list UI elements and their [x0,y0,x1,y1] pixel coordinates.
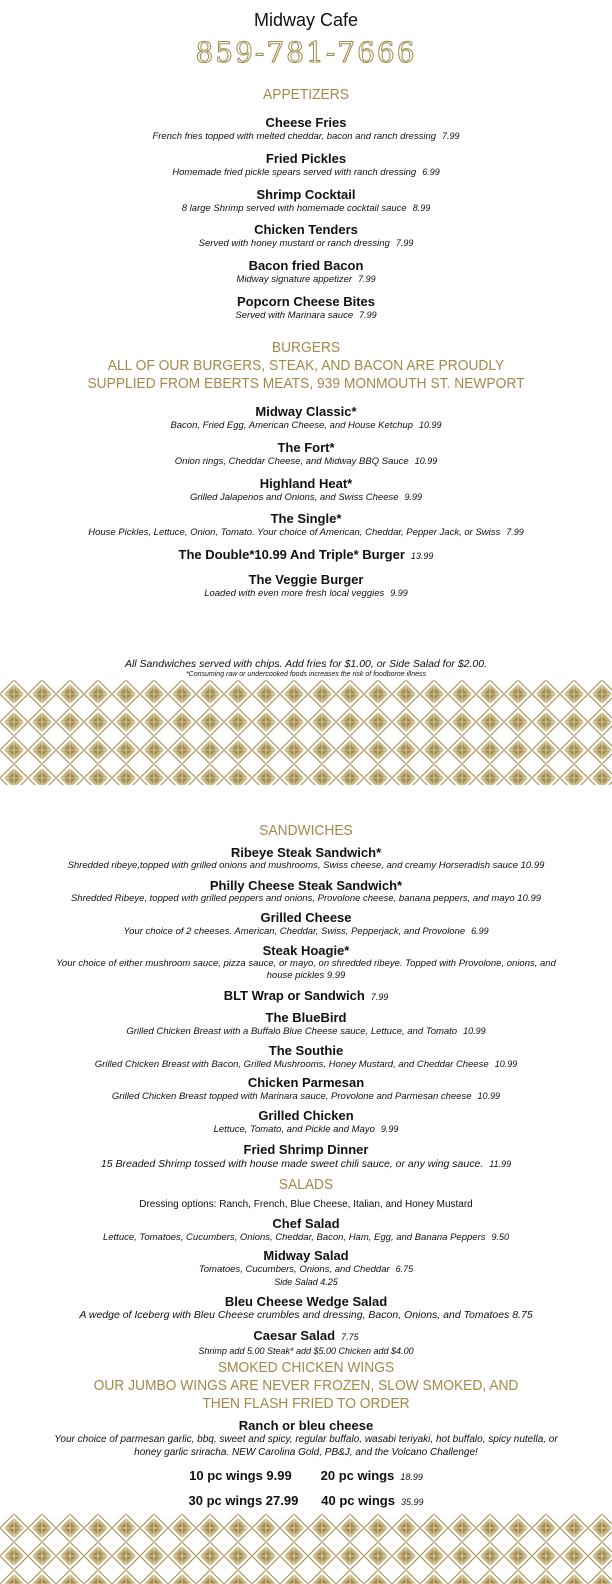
item-price: 7.75 [341,1332,359,1342]
wing-size: 30 pc wings 27.99 [188,1493,299,1508]
item-desc: Grilled Chicken Breast topped with Marinara sauce, Provolone and Parmesan cheese [111,1091,472,1102]
restaurant-name: Midway Cafe [253,10,359,30]
wings-row [0,1492,612,1510]
menu-item [0,572,612,600]
wing-price: 18.99 [400,1472,423,1482]
wings-heading: SMOKED CHICKEN WINGS [217,1359,395,1376]
item-name: Shrimp Cocktail [256,187,356,202]
item-price: 7.99 [359,310,377,320]
menu-item [0,1294,612,1322]
item-name: Chef Salad [272,1216,340,1231]
item-price: 10.99 [494,1059,518,1069]
item-name: Popcorn Cheese Bites [237,294,375,309]
item-desc: Shredded Ribeye, topped with grilled peppers and onions, Provolone cheese, banana peppers, and mayo 10.99 [70,893,542,904]
menu-item [0,988,612,1005]
item-price: 9.99 [404,492,423,502]
item-desc: Served with Marinara sauce [235,310,354,321]
item-price: 10.99 [414,456,438,466]
menu-item [0,294,612,322]
item-desc: Your choice of either mushroom sauce, pizza sauce, or mayo, on shredded ribeye. Topped with Provolone, onions, and house pickles 9.99 [56,958,556,981]
item-name: The Double*10.99 And Triple* Burger [178,547,405,562]
menu-item [0,1108,612,1136]
salads-heading: SALADS [278,1176,334,1193]
item-price: 9.99 [390,588,408,598]
item-name: BLT Wrap or Sandwich [223,988,365,1003]
item-desc: Grilled Jalapenos and Onions, and Swiss Cheese [189,492,399,503]
item-desc: Shredded ribeye,topped with grilled onions and mushrooms, Swiss cheese, and creamy Horseradish sauce 10.99 [67,860,545,871]
burgers-heading: BURGERS [271,339,341,356]
item-desc: Homemade fried pickle spears served with ranch dressing [172,167,417,178]
menu-item [0,910,612,938]
item-desc: French fries topped with melted cheddar, bacon and ranch dressing [152,131,437,142]
phone-number[interactable]: 859-781-7666 [195,36,417,69]
item-name: The Southie [268,1043,344,1058]
burgers-subheading: ALL OF OUR BURGERS, STEAK, AND BACON ARE PROUDLY SUPPLIED FROM EBERTS MEATS, 939 MONMOUTH ST. NEWPORT [87,357,525,392]
menu-item [0,845,612,872]
wing-size: 10 pc wings 9.99 [189,1468,292,1483]
item-name: Ranch or bleu cheese [238,1418,374,1433]
item-price: 7.99 [506,527,524,537]
item-desc: Bacon, Fried Egg, American Cheese, and House Ketchup [170,420,414,431]
menu-item [0,1142,612,1171]
item-desc: Onion rings, Cheddar Cheese, and Midway BBQ Sauce [174,456,409,467]
item-name: Grilled Cheese [260,910,352,925]
menu-item [0,1418,612,1459]
menu-item [0,1010,612,1038]
item-name: Midway Salad [263,1248,349,1263]
item-price: 10.99 [419,420,442,430]
item-desc: Lettuce, Tomato, and Pickle and Mayo [213,1124,375,1135]
item-price: 9.50 [491,1232,510,1242]
menu-item [0,258,612,286]
item-desc: Tomatoes, Cucumbers, Onions, and Cheddar [198,1264,390,1275]
item-desc: Grilled Chicken Breast with Bacon, Grilled Mushrooms, Honey Mustard, and Cheddar Cheese [94,1059,489,1070]
menu-item [0,187,612,215]
item-name: Midway Classic* [255,404,357,419]
item-price: 13.99 [410,551,434,561]
menu-item [0,1216,612,1244]
menu-item [0,1248,612,1288]
item-desc: Lettuce, Tomatoes, Cucumbers, Onions, Cheddar, Bacon, Ham, Egg, and Banana Peppers [102,1232,486,1243]
item-price: 6.75 [395,1264,414,1274]
item-name: The Single* [270,511,342,526]
item-price: 6.99 [471,926,489,936]
sides-note: All Sandwiches served with chips. Add fries for $1.00, or Side Salad for $2.00. [124,658,488,670]
item-desc: Loaded with even more fresh local veggies [204,588,385,599]
dressing-options: Dressing options: Ranch, French, Blue Cheese, Italian, and Honey Mustard [139,1199,473,1210]
item-price: 6.99 [422,167,440,177]
wings-subheading: OUR JUMBO WINGS ARE NEVER FROZEN, SLOW SMOKED, AND THEN FLASH FRIED TO ORDER [93,1377,519,1412]
item-price: 11.99 [489,1159,512,1169]
sandwiches-heading: SANDWICHES [259,822,353,839]
menu-item [0,511,612,539]
menu-item [0,404,612,432]
menu-item [0,878,612,905]
item-extra: Side Salad 4.25 [274,1277,338,1287]
menu-item [0,115,612,143]
item-desc: House Pickles, Lettuce, Onion, Tomato. Your choice of American, Cheddar, Pepper Jack, or Swiss [88,527,501,538]
item-desc: Your choice of 2 cheeses. American, Cheddar, Swiss, Pepperjack, and Provolone [123,926,466,937]
disclaimer: *Consuming raw or undercooked foods increases the risk of foodborne illness [185,671,427,678]
item-price: 8.99 [412,203,431,213]
menu-item [0,222,612,250]
item-price: 7.99 [395,238,414,248]
wing-size: 40 pc wings [321,1493,395,1508]
appetizers-heading: APPETIZERS [263,86,349,103]
item-desc: Midway signature appetizer [236,274,353,285]
wing-price: 35.99 [400,1497,424,1507]
item-desc: 15 Breaded Shrimp tossed with house made sweet chili sauce, or any wing sauce. [100,1158,484,1170]
item-desc: A wedge of Iceberg with Bleu Cheese crumbles and dressing, Bacon, Onions, and Tomatoes 8.75 [79,1309,533,1321]
menu-item [0,476,612,504]
item-name: Highland Heat* [259,476,353,491]
decorative-pattern-band-bottom [0,1514,612,1584]
item-name: Ribeye Steak Sandwich* [230,845,382,860]
item-price: 10.99 [463,1026,486,1036]
item-name: Chicken Tenders [254,222,358,237]
item-desc: Your choice of parmesan garlic, bbq, sweet and spicy, regular buffalo, wasabi teriyaki, hot buffalo, spicy nutella, or honey garlic sriracha. NEW Carolina Gold, PB&J, and the Volcano Challenge! [54,1434,558,1458]
item-desc: 8 large Shrimp served with homemade cocktail sauce [181,203,407,214]
item-name: Caesar Salad [253,1328,336,1343]
item-name: The BlueBird [265,1010,347,1025]
item-name: Fried Pickles [265,151,347,166]
menu-item [0,151,612,179]
menu-item [0,1328,612,1357]
item-price: 9.99 [380,1124,399,1134]
item-name: Chicken Parmesan [247,1075,365,1090]
item-name: The Veggie Burger [248,572,364,587]
item-price: 10.99 [477,1091,501,1101]
item-desc: Grilled Chicken Breast with a Buffalo Blue Cheese sauce, Lettuce, and Tomato [126,1026,458,1037]
menu-item [0,440,612,468]
item-name: Steak Hoagie* [262,943,350,958]
menu-item [0,547,612,564]
menu-item [0,1075,612,1103]
item-price: 7.99 [370,992,389,1002]
item-price: 7.99 [358,274,376,284]
item-name: Bleu Cheese Wedge Salad [224,1294,388,1309]
decorative-pattern-band [0,680,612,785]
wing-size: 20 pc wings [320,1468,395,1483]
item-desc: Served with honey mustard or ranch dressing [198,238,390,249]
item-name: Fried Shrimp Dinner [243,1142,369,1157]
item-name: Grilled Chicken [258,1108,354,1123]
menu-item [0,943,612,982]
item-name: The Fort* [277,440,335,455]
item-extra: Shrimp add 5.00 Steak* add $5.00 Chicken add $4.00 [198,1346,414,1356]
menu-item [0,1043,612,1071]
wings-row [0,1467,612,1485]
item-name: Cheese Fries [265,115,347,130]
item-price: 7.99 [442,131,460,141]
item-name: Philly Cheese Steak Sandwich* [209,878,403,893]
item-name: Bacon fried Bacon [248,258,364,273]
